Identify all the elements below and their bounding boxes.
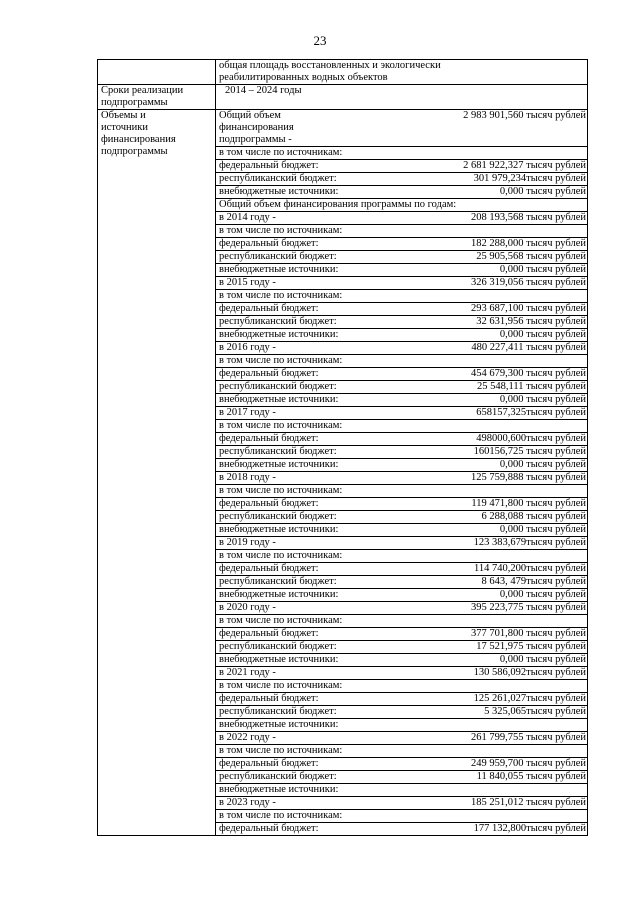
funding-row-label: федеральный бюджет: bbox=[219, 563, 319, 574]
funding-row-cell bbox=[216, 667, 588, 680]
funding-row-value bbox=[586, 784, 587, 796]
page-number: 23 bbox=[313, 33, 327, 48]
text-line: Объемы и bbox=[101, 110, 146, 121]
funding-row-label: республиканский бюджет: bbox=[219, 446, 337, 457]
funding-row-value: 454 679,300 тысяч рублей bbox=[471, 368, 586, 379]
funding-row-value: 185 251,012 тысяч рублей bbox=[471, 797, 586, 808]
funding-row-value: 130 586,092тысяч рублей bbox=[473, 667, 586, 678]
funding-row-label: в 2016 году - bbox=[219, 342, 276, 353]
funding-row-label: федеральный бюджет: bbox=[219, 433, 319, 444]
funding-row-value: 11 840,055 тысяч рублей bbox=[476, 771, 586, 782]
funding-row-cell bbox=[216, 472, 588, 485]
funding-row-value: 377 701,800 тысяч рублей bbox=[471, 628, 586, 639]
funding-row-label: внебюджетные источники: bbox=[219, 654, 339, 665]
funding-row-cell bbox=[216, 381, 588, 394]
funding-row-label: в 2021 году - bbox=[219, 667, 276, 678]
funding-row-cell bbox=[216, 693, 588, 706]
table-row bbox=[98, 110, 588, 147]
funding-row-label: в том числе по источникам: bbox=[219, 810, 343, 821]
funding-row-value: 25 905,568 тысяч рублей bbox=[476, 251, 586, 262]
funding-row-label: федеральный бюджет: bbox=[219, 693, 319, 704]
funding-row-cell bbox=[216, 277, 588, 290]
funding-row-label: внебюджетные источники: bbox=[219, 329, 339, 340]
period-label-cell bbox=[98, 85, 216, 110]
funding-row-cell bbox=[216, 797, 588, 810]
funding-row-cell bbox=[216, 433, 588, 446]
funding-row-value bbox=[586, 550, 587, 562]
funding-row-value: 0,000 тысяч рублей bbox=[499, 654, 586, 665]
funding-row-cell bbox=[216, 615, 588, 628]
funding-row-cell bbox=[216, 199, 588, 212]
funding-row-label: республиканский бюджет: bbox=[219, 251, 337, 262]
funding-row-label: внебюджетные источники: bbox=[219, 394, 339, 405]
funding-row-cell bbox=[216, 758, 588, 771]
funding-row-label: федеральный бюджет: bbox=[219, 368, 319, 379]
text-line: финансирования bbox=[219, 122, 294, 133]
funding-row-cell bbox=[216, 446, 588, 459]
funding-row-value bbox=[586, 810, 587, 822]
text-line: Сроки реализации bbox=[101, 85, 184, 96]
funding-row-label: в том числе по источникам: bbox=[219, 745, 343, 756]
funding-row-label: республиканский бюджет: bbox=[219, 381, 337, 392]
funding-row-label: республиканский бюджет: bbox=[219, 511, 337, 522]
period-value: 2014 – 2024 годы bbox=[225, 85, 302, 96]
funding-row-cell bbox=[216, 524, 588, 537]
funding-row-cell bbox=[216, 173, 588, 186]
funding-row-value: 0,000 тысяч рублей bbox=[499, 394, 586, 405]
table-row bbox=[98, 60, 588, 85]
funding-row-label: республиканский бюджет: bbox=[219, 576, 337, 587]
funding-total-value: 2 983 901,560 тысяч рублей bbox=[463, 110, 586, 121]
funding-row-value: 160156,725 тысяч рублей bbox=[473, 446, 586, 457]
funding-row-cell bbox=[216, 628, 588, 641]
funding-row-cell bbox=[216, 290, 588, 303]
funding-row-cell bbox=[216, 264, 588, 277]
funding-row-label: в том числе по источникам: bbox=[219, 615, 343, 626]
funding-row-label: в том числе по источникам: bbox=[219, 550, 343, 561]
funding-row-cell bbox=[216, 706, 588, 719]
funding-row-cell bbox=[216, 719, 588, 732]
funding-row-label: федеральный бюджет: bbox=[219, 628, 319, 639]
funding-row-cell bbox=[216, 602, 588, 615]
funding-row-label: республиканский бюджет: bbox=[219, 706, 337, 717]
funding-row-cell bbox=[216, 238, 588, 251]
funding-row-value bbox=[586, 719, 587, 731]
funding-row-value: 301 979,234тысяч рублей bbox=[473, 173, 586, 184]
funding-row-value: 480 227,411 тысяч рублей bbox=[471, 342, 586, 353]
funding-row-label: федеральный бюджет: bbox=[219, 238, 319, 249]
funding-row-cell bbox=[216, 823, 588, 836]
funding-row-cell bbox=[216, 563, 588, 576]
funding-row-cell bbox=[216, 550, 588, 563]
funding-row-value: 123 383,679тысяч рублей bbox=[473, 537, 586, 548]
funding-row-value: 2 681 922,327 тысяч рублей bbox=[463, 160, 586, 171]
funding-row-label: в том числе по источникам: bbox=[219, 225, 343, 236]
funding-label-cell bbox=[98, 110, 216, 836]
funding-row-value: 0,000 тысяч рублей bbox=[499, 524, 586, 535]
funding-row-cell bbox=[216, 732, 588, 745]
funding-row-label: федеральный бюджет: bbox=[219, 823, 319, 834]
funding-row-cell bbox=[216, 498, 588, 511]
funding-row-value: 5 325,065тысяч рублей bbox=[484, 706, 586, 717]
funding-row-cell bbox=[216, 771, 588, 784]
funding-row-value: 249 959,700 тысяч рублей bbox=[471, 758, 586, 769]
funding-row-value: 498000,600тысяч рублей bbox=[476, 433, 586, 444]
text-line: общая площадь восстановленных и экологически bbox=[219, 60, 441, 71]
funding-row-value: 0,000 тысяч рублей bbox=[499, 329, 586, 340]
funding-row-label: федеральный бюджет: bbox=[219, 758, 319, 769]
funding-row-label: в том числе по источникам: bbox=[219, 355, 343, 366]
funding-row-label: внебюджетные источники: bbox=[219, 186, 339, 197]
funding-row-value: 177 132,800тысяч рублей bbox=[473, 823, 586, 834]
text-line: источники bbox=[101, 122, 148, 133]
funding-row-label: в 2015 году - bbox=[219, 277, 276, 288]
funding-row-label: внебюджетные источники: bbox=[219, 784, 339, 795]
funding-row-value: 119 471,800 тысяч рублей bbox=[471, 498, 586, 509]
funding-row-value: 658157,325тысяч рублей bbox=[476, 407, 586, 418]
funding-row-value: 208 193,568 тысяч рублей bbox=[471, 212, 586, 223]
funding-row-cell bbox=[216, 589, 588, 602]
funding-row-value bbox=[586, 147, 587, 159]
funding-row-value bbox=[586, 420, 587, 432]
funding-row-value bbox=[586, 745, 587, 757]
funding-row-cell bbox=[216, 303, 588, 316]
empty-cell bbox=[98, 60, 216, 85]
indicator-text-cell bbox=[216, 60, 588, 85]
funding-row-value: 0,000 тысяч рублей bbox=[499, 186, 586, 197]
funding-row-cell bbox=[216, 576, 588, 589]
text-line: подпрограммы bbox=[101, 97, 168, 108]
funding-row-label: в 2019 году - bbox=[219, 537, 276, 548]
funding-row-label: в том числе по источникам: bbox=[219, 485, 343, 496]
funding-row-label: республиканский бюджет: bbox=[219, 316, 337, 327]
funding-row-value: 395 223,775 тысяч рублей bbox=[471, 602, 586, 613]
funding-row-cell bbox=[216, 342, 588, 355]
funding-row-label: в 2022 году - bbox=[219, 732, 276, 743]
funding-row-cell bbox=[216, 654, 588, 667]
funding-row-value: 25 548,111 тысяч рублей bbox=[477, 381, 586, 392]
funding-row-cell bbox=[216, 810, 588, 823]
funding-row-value bbox=[586, 225, 587, 237]
table-row bbox=[98, 85, 588, 110]
funding-row-label: в 2023 году - bbox=[219, 797, 276, 808]
funding-row-cell bbox=[216, 160, 588, 173]
funding-row-label: в 2017 году - bbox=[219, 407, 276, 418]
funding-row-cell bbox=[216, 147, 588, 160]
funding-row-label: в 2020 году - bbox=[219, 602, 276, 613]
funding-row-cell bbox=[216, 225, 588, 238]
funding-row-cell bbox=[216, 316, 588, 329]
funding-row-label: внебюджетные источники: bbox=[219, 719, 339, 730]
text-line: финансирования bbox=[101, 134, 176, 145]
subprogram-passport-table bbox=[97, 59, 588, 836]
funding-row-value bbox=[586, 680, 587, 692]
funding-row-value: 8 643, 479тысяч рублей bbox=[481, 576, 586, 587]
funding-row-value: 125 759,888 тысяч рублей bbox=[471, 472, 586, 483]
funding-row-label: в том числе по источникам: bbox=[219, 420, 343, 431]
funding-row-value: 0,000 тысяч рублей bbox=[499, 459, 586, 470]
funding-row-label: федеральный бюджет: bbox=[219, 160, 319, 171]
funding-row-cell bbox=[216, 784, 588, 797]
funding-row-label: в том числе по источникам: bbox=[219, 290, 343, 301]
funding-row-value: 326 319,056 тысяч рублей bbox=[471, 277, 586, 288]
funding-row-value: 293 687,100 тысяч рублей bbox=[471, 303, 586, 314]
funding-row-cell bbox=[216, 511, 588, 524]
funding-row-value: 32 631,956 тысяч рублей bbox=[476, 316, 586, 327]
text-line: Общий объем bbox=[219, 110, 281, 121]
text-line: подпрограммы bbox=[101, 146, 168, 157]
funding-row-label: республиканский бюджет: bbox=[219, 173, 337, 184]
funding-row-value bbox=[586, 199, 587, 211]
funding-row-cell bbox=[216, 329, 588, 342]
funding-row-cell bbox=[216, 485, 588, 498]
funding-row-value: 125 261,027тысяч рублей bbox=[473, 693, 586, 704]
funding-row-label: в 2014 году - bbox=[219, 212, 276, 223]
funding-row-cell bbox=[216, 459, 588, 472]
funding-row-value: 114 740,200тысяч рублей bbox=[474, 563, 586, 574]
funding-row-label: внебюджетные источники: bbox=[219, 524, 339, 535]
funding-row-value: 17 521,975 тысяч рублей bbox=[476, 641, 586, 652]
funding-row-cell bbox=[216, 251, 588, 264]
funding-row-cell bbox=[216, 680, 588, 693]
funding-row-cell bbox=[216, 186, 588, 199]
funding-row-value: 6 288,088 тысяч рублей bbox=[481, 511, 586, 522]
funding-row-cell bbox=[216, 745, 588, 758]
funding-row-label: в 2018 году - bbox=[219, 472, 276, 483]
funding-row-value bbox=[586, 485, 587, 497]
period-value-cell bbox=[216, 85, 588, 110]
funding-row-label: в том числе по источникам: bbox=[219, 147, 343, 158]
funding-row-label: внебюджетные источники: bbox=[219, 459, 339, 470]
funding-row-label: Общий объем финансирования программы по годам: bbox=[219, 199, 457, 210]
funding-row-value: 0,000 тысяч рублей bbox=[499, 264, 586, 275]
funding-row-label: федеральный бюджет: bbox=[219, 498, 319, 509]
funding-row-label: республиканский бюджет: bbox=[219, 641, 337, 652]
funding-row-cell bbox=[216, 355, 588, 368]
funding-row-cell bbox=[216, 394, 588, 407]
funding-row-value bbox=[586, 615, 587, 627]
funding-total-cell bbox=[216, 110, 588, 147]
funding-row-label: федеральный бюджет: bbox=[219, 303, 319, 314]
funding-row-value: 0,000 тысяч рублей bbox=[499, 589, 586, 600]
text-line: подпрограммы - bbox=[219, 134, 292, 145]
funding-row-value: 261 799,755 тысяч рублей bbox=[471, 732, 586, 743]
funding-row-value bbox=[586, 355, 587, 367]
funding-row-label: внебюджетные источники: bbox=[219, 264, 339, 275]
funding-row-cell bbox=[216, 537, 588, 550]
funding-row-label: в том числе по источникам: bbox=[219, 680, 343, 691]
text-line: реабилитированных водных объектов bbox=[219, 72, 388, 83]
funding-row-cell bbox=[216, 368, 588, 381]
funding-row-label: республиканский бюджет: bbox=[219, 771, 337, 782]
funding-row-cell bbox=[216, 407, 588, 420]
funding-row-cell bbox=[216, 420, 588, 433]
funding-row-cell bbox=[216, 212, 588, 225]
funding-row-cell bbox=[216, 641, 588, 654]
funding-row-value: 182 288,000 тысяч рублей bbox=[471, 238, 586, 249]
funding-row-label: внебюджетные источники: bbox=[219, 589, 339, 600]
funding-row-value bbox=[586, 290, 587, 302]
